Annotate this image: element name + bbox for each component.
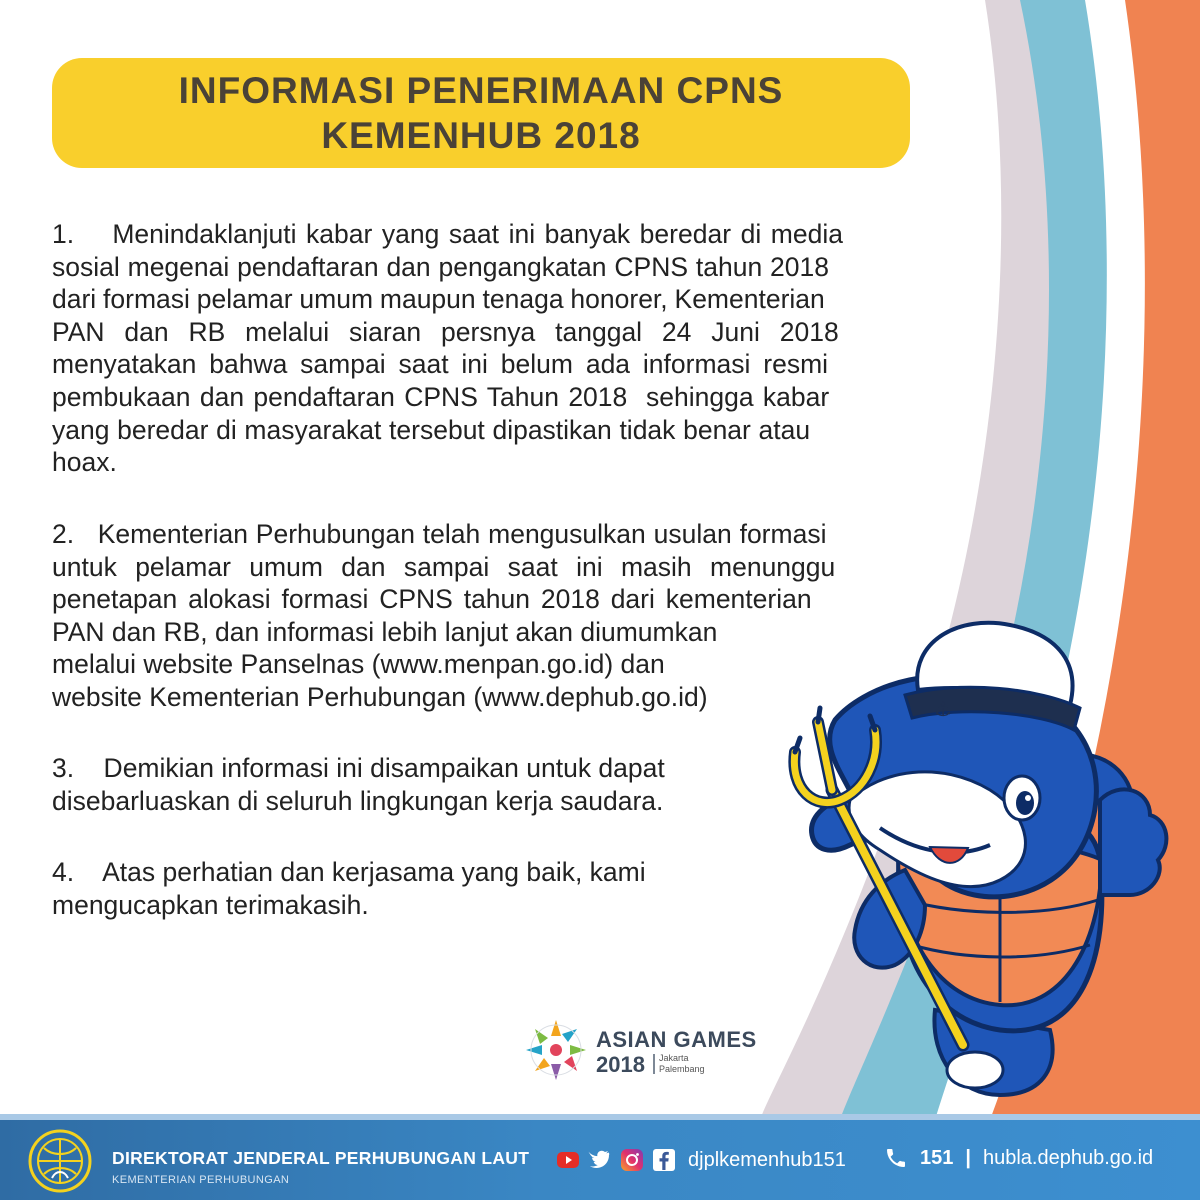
p2-line: penetapan alokasi formasi CPNS tahun 2018 dari kementerian bbox=[52, 584, 812, 615]
p2-line: untuk pelamar umum dan sampai saat ini masih menunggu bbox=[52, 551, 836, 582]
p4-line: 4. Atas perhatian dan kerjasama yang baik, kami bbox=[52, 857, 646, 887]
p1-line: pembukaan dan pendaftaran CPNS Tahun 2018 sehingga kabar bbox=[52, 381, 830, 412]
p1-line: PAN dan RB melalui siaran persnya tanggal 24 Juni 2018 bbox=[52, 316, 839, 347]
p2-line: 2. Kementerian Perhubungan telah mengusulkan usulan formasi bbox=[52, 519, 827, 549]
title-line-2: KEMENHUB 2018 bbox=[321, 115, 641, 156]
p2-line: PAN dan RB, dan informasi lebih lanjut akan diumumkan bbox=[52, 616, 718, 647]
contact-info bbox=[884, 1146, 1153, 1170]
p2-line: melalui website Panselnas (www.menpan.go.id) dan bbox=[52, 649, 665, 680]
website-link[interactable]: hubla.dephub.go.id bbox=[982, 1146, 1154, 1169]
contact-separator: | bbox=[965, 1146, 971, 1169]
facebook-icon[interactable] bbox=[652, 1148, 676, 1172]
p2-line: website Kementerian Perhubungan (www.dephub.go.id) bbox=[52, 681, 708, 712]
youtube-icon[interactable] bbox=[556, 1148, 580, 1172]
anchor-icon: ⚓ bbox=[934, 697, 952, 721]
asian-games-city-1: Jakarta bbox=[659, 1053, 689, 1063]
asian-games-divider bbox=[653, 1054, 655, 1074]
p1-line: hoax. bbox=[52, 447, 117, 478]
p1-line: yang beredar di masyarakat tersebut dipastikan tidak benar atau bbox=[52, 414, 811, 445]
p4-line: mengucapkan terimakasih. bbox=[52, 889, 369, 920]
footer-bar bbox=[0, 1120, 1200, 1200]
title-line-1: INFORMASI PENERIMAAN CPNS bbox=[178, 70, 784, 111]
instagram-icon[interactable] bbox=[620, 1148, 644, 1172]
asian-games-title: ASIAN GAMES bbox=[596, 1027, 757, 1052]
p1-line: dari formasi pelamar umum maupun tenaga honorer, Kementerian bbox=[52, 284, 825, 315]
footer-ministry: KEMENTERIAN PERHUBUNGAN bbox=[112, 1174, 290, 1186]
social-handle[interactable]: djplkemenhub151 bbox=[688, 1148, 846, 1171]
phone-icon bbox=[884, 1146, 908, 1170]
asian-games-year: 2018 bbox=[596, 1052, 645, 1077]
twitter-icon[interactable] bbox=[588, 1148, 612, 1172]
footer-org-name: DIREKTORAT JENDERAL PERHUBUNGAN LAUT bbox=[112, 1148, 530, 1168]
p1-line: 1. Menindaklanjuti kabar yang saat ini banyak beredar di media bbox=[52, 219, 843, 249]
emblem-icon bbox=[20, 1126, 100, 1196]
social-links bbox=[556, 1147, 846, 1173]
phone-number[interactable]: 151 bbox=[920, 1146, 954, 1169]
p3-line: 3. Demikian informasi ini disampaikan untuk dapat bbox=[52, 753, 665, 783]
p1-line: sosial megenai pendaftaran dan pengangkatan CPNS tahun 2018 bbox=[52, 251, 829, 282]
p3-line: disebarluaskan di seluruh lingkungan kerja saudara. bbox=[52, 785, 664, 816]
asian-games-city-2: Palembang bbox=[659, 1064, 705, 1074]
p1-line: menyatakan bahwa sampai saat ini belum ada informasi resmi bbox=[52, 349, 829, 380]
